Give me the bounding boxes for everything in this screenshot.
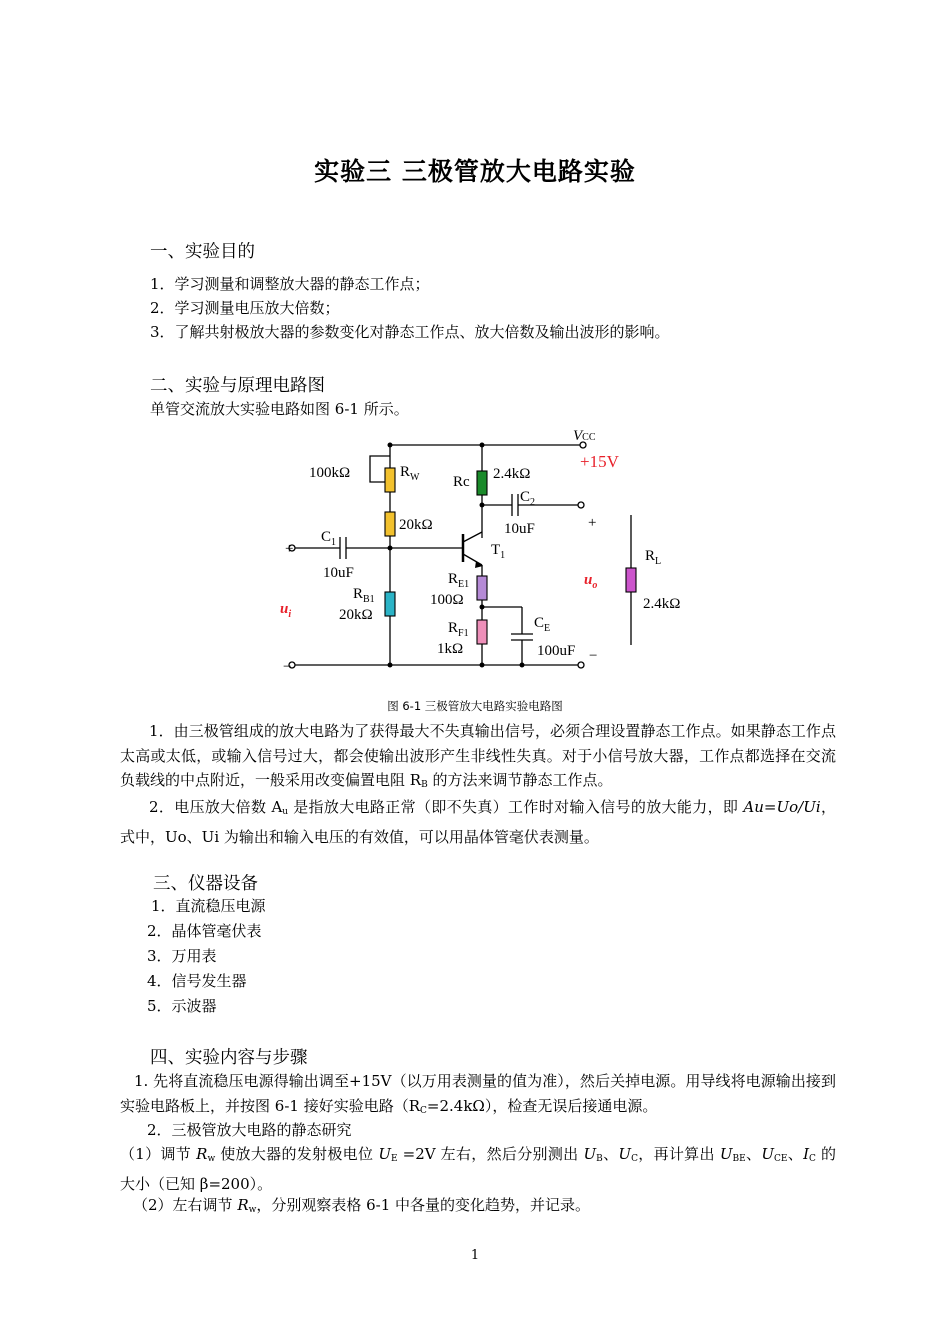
equipment-item-3: 3．万用表 bbox=[147, 947, 217, 965]
output-plus: + bbox=[588, 515, 597, 531]
equipment-item-1: 1．直流稳压电源 bbox=[151, 897, 266, 915]
c2-label: $C_2$ bbox=[520, 489, 536, 508]
rf1-value: 1kΩ bbox=[437, 641, 464, 657]
step-2-1: （1）调节 $R_w$ 使放大器的发射极电位 $U_E =2V$ 左右，然后分别测出 $U_B$、$U_C$，再计算出 $U_{BE}$、$U_{CE}$、$I_C$ 的大小（已知 β=200）。 bbox=[120, 1145, 836, 1193]
r20k-value: 20kΩ bbox=[399, 517, 433, 533]
ui-label: $u_i$ bbox=[280, 601, 292, 620]
section3-heading: 三、仪器设备 bbox=[153, 874, 258, 894]
rb1-label: $R_{B1}$ bbox=[353, 586, 375, 605]
section4-heading: 四、实验内容与步骤 bbox=[150, 1048, 308, 1068]
section1-heading: 一、实验目的 bbox=[150, 242, 255, 262]
t1-label: $T_1$ bbox=[491, 542, 506, 561]
rf1-resistor bbox=[477, 620, 487, 644]
vcc-label: VCC bbox=[573, 428, 596, 444]
rc-value: 2.4kΩ bbox=[493, 466, 531, 482]
equipment-item-4: 4．信号发生器 bbox=[147, 972, 247, 990]
rw-label: $R_W$ bbox=[400, 464, 420, 483]
re1-label: $R_{E1}$ bbox=[448, 571, 470, 590]
equipment-item-5: 5．示波器 bbox=[147, 997, 217, 1015]
equipment-item-2: 2．晶体管毫伏表 bbox=[147, 922, 262, 940]
r20k-resistor bbox=[385, 512, 395, 536]
rb1-resistor bbox=[385, 592, 395, 616]
rl-value: 2.4kΩ bbox=[643, 596, 681, 612]
re1-resistor bbox=[477, 576, 487, 600]
c1-label: $C_1$ bbox=[321, 529, 337, 548]
re1-value: 100Ω bbox=[430, 592, 464, 608]
principle-paragraph-1: 1．由三极管组成的放大电路为了获得最大不失真输出信号，必须合理设置静态工作点。如果静态工作点太高或太低，或输入信号过大，都会使输出波形产生非线性失真。对于小信号放大器，工作点都选择在交流负载线的中点附近，一般采用改变偏置电阻 $R_B$ 的方法来调节静态工作点。 bbox=[120, 722, 836, 790]
input-plus: + bbox=[285, 541, 294, 557]
pot-value: 100kΩ bbox=[309, 465, 351, 481]
step-2-2: （2）左右调节 $R_w$，分别观察表格 6-1 中各量的变化趋势，并记录。 bbox=[133, 1196, 591, 1215]
page-number: 1 bbox=[470, 1248, 480, 1263]
circuit-diagram bbox=[275, 420, 715, 680]
rc-resistor bbox=[477, 471, 487, 495]
uo-label: $u_o$ bbox=[584, 572, 598, 591]
rb1-value: 20kΩ bbox=[339, 607, 373, 623]
vcc-value: +15V bbox=[580, 452, 619, 471]
step-2: 2．三极管放大电路的静态研究 bbox=[147, 1121, 352, 1139]
section1-item-3: 3．了解共射极放大器的参数变化对静态工作点、放大倍数及输出波形的影响。 bbox=[150, 323, 670, 341]
ce-label: $C_E$ bbox=[534, 615, 551, 634]
rl-resistor bbox=[626, 568, 636, 592]
c2-value: 10uF bbox=[504, 521, 535, 537]
rl-label: $R_L$ bbox=[645, 548, 662, 567]
section1-item-2: 2．学习测量电压放大倍数； bbox=[150, 299, 340, 317]
principle-paragraph-2: 2．电压放大倍数 $A_u$ 是指放大电路正常（即不失真）工作时对输入信号的放大能力，即 Au=Uo/Ui，式中，Uo、Ui 为输出和输入电压的有效值，可以用晶体管毫伏表测量。 bbox=[120, 798, 836, 846]
rw-resistor bbox=[385, 468, 395, 492]
input-minus: − bbox=[283, 659, 292, 675]
section2-intro: 单管交流放大实验电路如图 6-1 所示。 bbox=[150, 400, 409, 418]
section2-heading: 二、实验与原理电路图 bbox=[150, 376, 325, 396]
section1-item-1: 1．学习测量和调整放大器的静态工作点； bbox=[150, 275, 430, 293]
rc-label: Rc bbox=[453, 474, 470, 490]
step-1: 1. 先将直流稳压电源得输出调至+15V（以万用表测量的值为准），然后关掉电源。用导线将电源输出接到实验电路板上，并按图 6-1 接好实验电路$(R_C=2.4k\Omega)$，检查无误后接通电源。 bbox=[120, 1072, 836, 1116]
output-minus: − bbox=[589, 648, 598, 664]
rf1-label: $R_{F1}$ bbox=[448, 620, 469, 639]
c1-value: 10uF bbox=[323, 565, 354, 581]
figure-caption: 图 6-1 三极管放大电路实验电路图 bbox=[387, 699, 563, 713]
page-title: 实验三 三极管放大电路实验 bbox=[314, 157, 636, 186]
ce-value: 100uF bbox=[537, 643, 576, 659]
